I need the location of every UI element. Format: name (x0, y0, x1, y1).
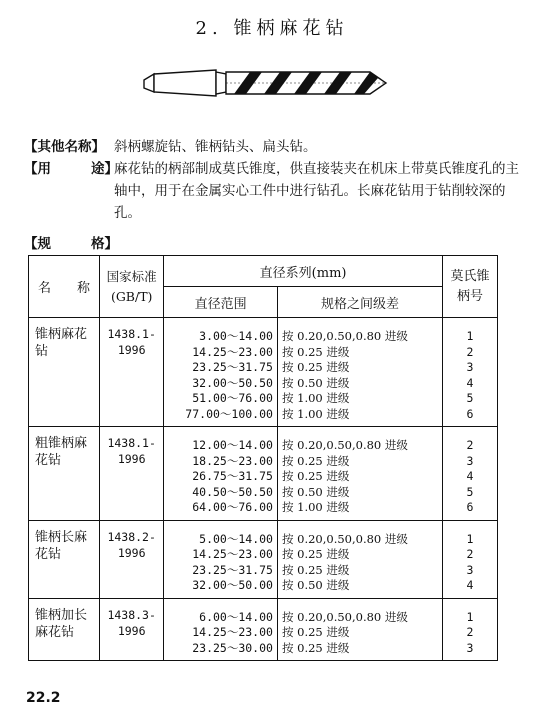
page-title: 2. 锥柄麻花钻 (195, 18, 349, 39)
row-grade (277, 520, 442, 598)
row-morse-line: 5 (466, 391, 474, 405)
info-block (24, 136, 524, 224)
table-row (29, 427, 498, 521)
row-range-line: 14.25～23.00 (192, 547, 273, 561)
row-grade-line: 按 0.25 进级 (281, 562, 350, 577)
row-morse-line: 6 (466, 406, 474, 421)
header-diameter-series: 直径系列(mm) (164, 256, 443, 287)
row-morse-line: 2 (466, 344, 474, 359)
header-grade: 规格之间级差 (277, 287, 442, 318)
row-grade (277, 427, 442, 521)
row-morse-line: 3 (466, 562, 474, 577)
row-grade-line: 按 1.00 进级 (281, 406, 350, 421)
row-morse-line: 3 (466, 360, 474, 374)
row-morse (442, 598, 497, 661)
row-morse (442, 318, 497, 427)
row-morse-line: 1 (466, 329, 474, 343)
row-range-line: 23.25～30.00 (192, 640, 273, 655)
row-range-line: 64.00～76.00 (192, 500, 273, 514)
row-std: 1438.3-1996 (100, 598, 164, 661)
row-range-line: 51.00～76.00 (192, 391, 273, 405)
header-row-1 (29, 256, 498, 287)
row-range-line: 6.00～14.00 (199, 609, 273, 624)
row-grade-line: 按 0.25 进级 (281, 625, 350, 639)
page-number: 22.2 (26, 690, 61, 706)
table-row (29, 520, 498, 598)
row-range (164, 427, 278, 521)
row-grade-line: 按 0.50 进级 (281, 375, 350, 390)
row-morse-line: 4 (466, 578, 474, 592)
row-range (164, 318, 278, 427)
row-name: 锥柄长麻花钻 (29, 520, 100, 598)
row-grade-line: 按 0.20,0.50,0.80 进级 (281, 609, 408, 624)
alias-row (24, 136, 524, 158)
row-range-line: 32.00～50.00 (192, 578, 273, 592)
row-morse-line: 2 (466, 547, 474, 561)
row-std: 1438.1-1996 (100, 318, 164, 427)
row-range (164, 520, 278, 598)
row-range-line: 18.25～23.00 (192, 453, 273, 468)
row-grade-line: 按 1.00 进级 (281, 500, 350, 514)
row-range-line: 32.00～50.50 (192, 375, 273, 390)
row-range-line: 26.75～31.75 (192, 469, 273, 483)
header-std: 国家标准(GB/T) (100, 256, 164, 318)
row-grade-line: 按 0.25 进级 (281, 344, 350, 359)
use-text: 麻花钻的柄部制成莫氏锥度，供直接装夹在机床上带莫氏锥度孔的主轴中，用于在金属实心工件中进行钻孔。长麻花钻用于钻削较深的孔。 (114, 161, 519, 221)
row-range-line: 12.00～14.00 (192, 438, 273, 452)
drill-illustration (142, 58, 390, 108)
row-std: 1438.1-1996 (100, 427, 164, 521)
row-grade (277, 598, 442, 661)
row-std: 1438.2-1996 (100, 520, 164, 598)
row-name: 锥柄麻花钻 (29, 318, 100, 427)
row-grade-line: 按 0.25 进级 (281, 640, 350, 655)
row-morse-line: 1 (466, 531, 474, 546)
row-morse (442, 520, 497, 598)
header-range: 直径范围 (164, 287, 278, 318)
row-grade-line: 按 0.20,0.50,0.80 进级 (281, 329, 408, 343)
row-range-line: 77.00～100.00 (185, 406, 273, 421)
row-morse-line: 3 (466, 640, 474, 655)
row-grade-line: 按 0.25 进级 (281, 547, 350, 561)
row-morse-line: 3 (466, 453, 474, 468)
row-grade-line: 按 0.50 进级 (281, 578, 350, 592)
alias-label: 【其他名称】 (24, 139, 105, 155)
row-grade-line: 按 0.20,0.50,0.80 进级 (281, 438, 408, 452)
use-row (24, 158, 524, 224)
row-range-line: 23.25～31.75 (192, 360, 273, 374)
table-row (29, 318, 498, 427)
row-grade-line: 按 0.25 进级 (281, 453, 350, 468)
row-morse-line: 6 (466, 500, 474, 514)
row-grade-line: 按 0.25 进级 (281, 360, 350, 374)
row-morse-line: 4 (466, 469, 474, 483)
row-grade-line: 按 0.25 进级 (281, 469, 350, 483)
row-morse-line: 4 (466, 375, 474, 390)
row-name: 粗锥柄麻花钻 (29, 427, 100, 521)
row-range-line: 3.00～14.00 (199, 329, 273, 343)
header-name: 名 称 (29, 256, 100, 318)
row-grade-line: 按 0.50 进级 (281, 484, 350, 499)
row-range-line: 40.50～50.50 (192, 484, 273, 499)
row-range-line: 14.25～23.00 (192, 625, 273, 639)
row-grade-line: 按 1.00 进级 (281, 391, 350, 405)
row-range-line: 14.25～23.00 (192, 344, 273, 359)
row-range (164, 598, 278, 661)
use-label: 【用 途】 (24, 161, 118, 177)
row-range-line: 5.00～14.00 (199, 531, 273, 546)
row-grade-line: 按 0.20,0.50,0.80 进级 (281, 531, 408, 546)
row-morse-line: 1 (466, 609, 474, 624)
row-morse-line: 2 (466, 625, 474, 639)
spec-table (28, 255, 498, 661)
row-morse (442, 427, 497, 521)
spec-label: 【规 格】 (24, 236, 118, 252)
header-morse: 莫氏锥柄号 (442, 256, 497, 318)
row-name: 锥柄加长麻花钻 (29, 598, 100, 661)
alias-text: 斜柄螺旋钻、锥柄钻头、扁头钻。 (114, 139, 317, 155)
table-row (29, 598, 498, 661)
row-morse-line: 2 (466, 438, 474, 452)
row-morse-line: 5 (466, 484, 474, 499)
row-grade (277, 318, 442, 427)
row-range-line: 23.25～31.75 (192, 562, 273, 577)
